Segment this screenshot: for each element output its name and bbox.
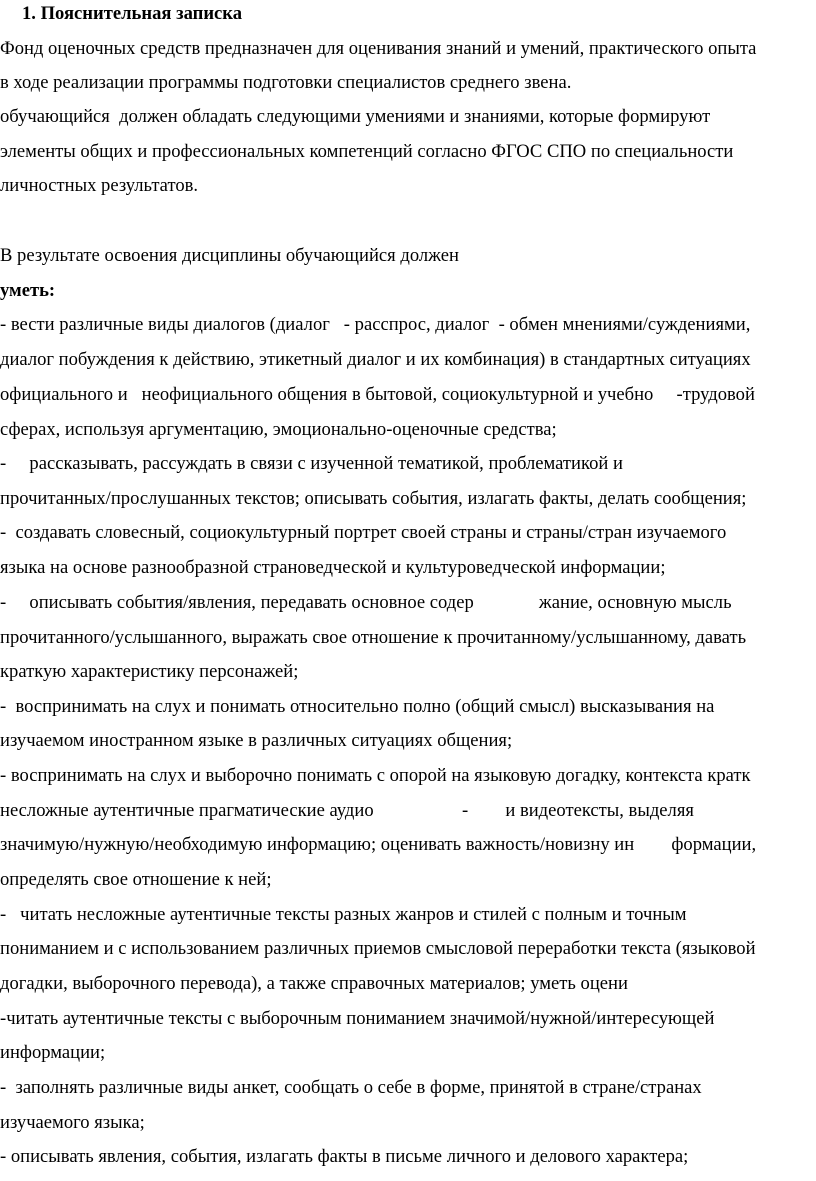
skill-line: языка на основе разнообразной страноведческой и культуроведческой информации; [0,557,666,578]
result-line: В результате освоения дисциплины обучающийся должен [0,245,459,266]
skill-line: - описывать события/явления, передавать основное содер жание, основную мысль [0,592,732,613]
skill-line: - читать несложные аутентичные тексты разных жанров и стилей с полным и точным [0,904,687,925]
intro-line: Фонд оценочных средств предназначен для оценивания знаний и умений, практического опыта [0,38,757,59]
skill-line: - вести различные виды диалогов (диалог - расспрос, диалог - обмен мнениями/суждениями, [0,314,751,335]
skill-line: - воспринимать на слух и понимать относительно полно (общий смысл) высказывания на [0,696,715,717]
skill-line: прочитанного/услышанного, выражать свое отношение к прочитанному/услышанному, давать [0,627,747,648]
skill-line: - рассказывать, рассуждать в связи с изученной тематикой, проблематикой и [0,453,623,474]
intro-line: личностных результатов. [0,175,199,196]
skills-label: уметь: [0,280,56,301]
skill-line: догадки, выборочного перевода), а также справочных материалов; уметь оцени [0,973,628,994]
skill-line: значимую/нужную/необходимую информацию; оценивать важность/новизну ин формации, [0,834,757,855]
skill-line: -читать аутентичные тексты с выборочным пониманием значимой/нужной/интересующей [0,1008,715,1029]
skill-line: прочитанных/прослушанных текстов; описывать события, излагать факты, делать сообщения; [0,488,747,509]
skill-line: официального и неофициального общения в бытовой, социокультурной и учебно -трудовой [0,384,755,405]
skill-line: изучаемом иностранном языке в различных ситуациях общения; [0,730,513,751]
skill-line: сферах, используя аргументацию, эмоционально-оценочные средства; [0,419,557,440]
skill-line: определять свое отношение к ней; [0,869,272,890]
skill-line: изучаемого языка; [0,1112,145,1133]
intro-line: обучающийся должен обладать следующими умениями и знаниями, которые формируют [0,106,711,127]
skill-line: информации; [0,1042,106,1063]
skill-line: - заполнять различные виды анкет, сообщать о себе в форме, принятой в стране/странах [0,1077,702,1098]
skill-line: краткую характеристику персонажей; [0,661,299,682]
skill-line: несложные аутентичные прагматические аудио - и видеотексты, выделяя [0,800,694,821]
skill-line: - воспринимать на слух и выборочно понимать с опорой на языковую догадку, контекста кратк [0,765,751,786]
skill-line: пониманием и с использованием различных приемов смысловой переработки текста (языковой [0,938,756,959]
skill-line: - описывать явления, события, излагать факты в письме личного и делового характера; [0,1146,689,1167]
intro-line: элементы общих и профессиональных компетенций согласно ФГОС СПО по специальности [0,141,734,162]
skill-line: - создавать словесный, социокультурный портрет своей страны и страны/стран изучаемого [0,522,727,543]
intro-line: в ходе реализации программы подготовки специалистов среднего звена. [0,72,572,93]
section-heading: 1. Пояснительная записка [22,3,243,24]
skill-line: диалог побуждения к действию, этикетный диалог и их комбинация) в стандартных ситуациях [0,349,751,370]
